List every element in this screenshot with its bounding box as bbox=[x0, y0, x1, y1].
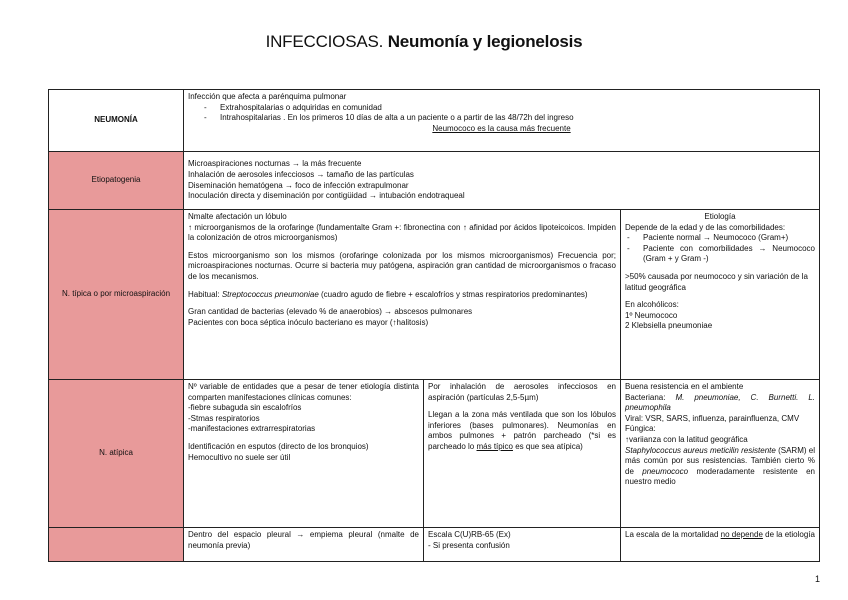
atipica-c1-item: -fiebre subaguda sin escalofríos bbox=[188, 403, 302, 413]
last-col2 bbox=[424, 528, 621, 562]
atipica-c2-p1: Por inhalación de aerosoles infecciosos en aspiración (partículas 2,5-5µm) bbox=[428, 382, 616, 402]
tipica-etiologia-cell bbox=[621, 210, 820, 380]
atipica-c3-l6-post: (SARM) el más común por sus resistencias. También cierto % de bbox=[625, 445, 815, 476]
page-number: 1 bbox=[814, 574, 820, 584]
row-atipica bbox=[49, 380, 820, 528]
tipica-p6: Pacientes con boca séptica inóculo bacteriano es mayor (↑halitosis) bbox=[188, 317, 429, 327]
label-tipica: N. típica o por microaspiración bbox=[49, 210, 184, 380]
atipica-c3-l2-pre: Bacteriana: bbox=[625, 392, 666, 402]
etiologia-p3-b: 2 Klebsiella pneumoniae bbox=[625, 321, 713, 331]
neumonia-cell bbox=[184, 90, 820, 152]
atipica-c1-p3: Hemocultivo no suele ser útil bbox=[188, 452, 291, 462]
last-c3-pre: La escala de la mortalidad bbox=[625, 530, 719, 539]
atipica-c2-p2-text: Llegan a la zona más ventilada que son los lóbulos inferiores (bases pulmonares). Neumonías en ambos pulmones + patrón parcheado (*si es parcheado lo bbox=[428, 410, 616, 451]
tipica-p4 bbox=[188, 290, 616, 301]
atipica-c2-p2-end: es que sea atípica) bbox=[515, 441, 583, 451]
atipica-c3-l1: Buena resistencia en el ambiente bbox=[625, 382, 744, 391]
atipica-c3-l6 bbox=[625, 446, 815, 488]
etiologia-p3-title: En alcohólicos: bbox=[625, 300, 679, 310]
atipica-c3-l4: Fúngica: bbox=[625, 424, 656, 434]
row-last bbox=[49, 528, 820, 562]
label-etiopatogenia: Etiopatogenia bbox=[49, 152, 184, 210]
tipica-p2: ↑ microorganismos de la orofaringe (fundamentalte Gram +: fibronectina con ↑ afinidad por ácidos lipoteicoicos. Impiden la colonización de otros microorganismos) bbox=[188, 222, 616, 243]
label-empty bbox=[49, 528, 184, 562]
atipica-col1 bbox=[184, 380, 424, 528]
atipica-col2 bbox=[424, 380, 621, 528]
etiopatogenia-line: Inhalación de aerosoles infecciosos → tamaño de las partículas bbox=[188, 169, 414, 179]
row-neumonia bbox=[49, 90, 820, 152]
atipica-c3-l5: ↑variianza con la latitud geográfica bbox=[625, 434, 748, 444]
page-title bbox=[0, 32, 848, 52]
etiologia-p3-a: 1º Neumococo bbox=[625, 310, 678, 320]
label-neumonia: NEUMONÍA bbox=[49, 90, 184, 152]
atipica-c3-l6-em: Staphylococcus aureus meticilin resistente bbox=[625, 445, 776, 455]
row-etiopatogenia bbox=[49, 152, 820, 210]
atipica-c3-l6-em2: pneumococo bbox=[642, 466, 689, 476]
etiopatogenia-cell bbox=[184, 152, 820, 210]
atipica-c1-item: -manifestaciones extrarrespiratorias bbox=[188, 424, 316, 434]
tipica-p1: Nmalte afectación un lóbulo bbox=[188, 212, 287, 221]
atipica-c3-l3: Viral: VSR, SARS, influenza, parainfluenza, CMV bbox=[625, 413, 800, 423]
etiologia-sub: Depende de la edad y de las comorbilidades: bbox=[625, 222, 786, 232]
last-col1: Dentro del espacio pleural → empiema pleural (nmalte de neumonía previa) bbox=[184, 528, 424, 562]
atipica-c3-l6-end: moderadamente resistente en nuestro medio bbox=[625, 466, 815, 487]
tipica-cell bbox=[184, 210, 621, 380]
etiopatogenia-line: Diseminación hematógena → foco de infección extrapulmonar bbox=[188, 180, 409, 190]
atipica-c2-p2-underline: más típico bbox=[476, 441, 513, 451]
atipica-c1-p2: Identificación en esputos (directo de los bronquios) bbox=[188, 441, 369, 451]
tipica-p5: Gran cantidad de bacterias (elevado % de anaerobios) → abscesos pulmonares bbox=[188, 307, 473, 317]
etiopatogenia-line: Microaspiraciones nocturnas → la más frecuente bbox=[188, 159, 362, 169]
list-item: - Paciente con comorbilidades → Neumococo (Gram + y Gram -) bbox=[625, 244, 815, 265]
last-col3 bbox=[621, 528, 820, 562]
tipica-p4-pre: Habitual: bbox=[188, 289, 220, 299]
atipica-c1-item: -Stmas respiratorios bbox=[188, 413, 260, 423]
title-prefix: INFECCIOSAS. bbox=[265, 32, 384, 51]
list-item: - Extrahospitalarias o adquiridas en comunidad bbox=[204, 103, 815, 114]
list-item: - Intrahospitalarias . En los primeros 10 días de alta a un paciente o a partir de las 48/72h del ingreso bbox=[204, 113, 815, 124]
last-c2-a: Escala C(U)RB-65 (Ex) bbox=[428, 530, 511, 539]
last-c2-b: - Si presenta confusión bbox=[428, 540, 510, 550]
row-tipica bbox=[49, 210, 820, 380]
last-c3-post: de la etiología bbox=[765, 530, 815, 539]
list-item: - Paciente normal → Neumococo (Gram+) bbox=[625, 233, 815, 244]
neumonia-note: Neumococo es la causa más frecuente bbox=[432, 123, 571, 133]
tipica-p4-post: (cuadro agudo de fiebre + escalofríos y stmas respiratorios predominantes) bbox=[321, 289, 588, 299]
etiopatogenia-line: Inoculación directa y diseminación por contigüidad → intubación endotraqueal bbox=[188, 191, 465, 201]
atipica-c3-l2-em: M. pneumoniae, C. Burnetti. L. pneumophila bbox=[625, 392, 815, 413]
title-main: Neumonía y legionelosis bbox=[387, 32, 583, 51]
content-table bbox=[48, 89, 820, 562]
atipica-c3-l2 bbox=[625, 393, 815, 414]
last-c3-underline: no depende bbox=[720, 530, 763, 539]
neumonia-intro: Infección que afecta a parénquima pulmonar bbox=[188, 92, 347, 101]
tipica-p4-em: Streptococcus pneumoniae bbox=[221, 289, 319, 299]
atipica-c1-p1: Nº variable de entidades que a pesar de tener etiología distinta comparten manifestaciones clínicas comunes: bbox=[188, 382, 419, 402]
label-atipica: N. atípica bbox=[49, 380, 184, 528]
etiologia-p2: >50% causada por neumococo y sin variación de la latitud geográfica bbox=[625, 271, 808, 292]
etiologia-list bbox=[625, 233, 815, 265]
atipica-col3 bbox=[621, 380, 820, 528]
atipica-c2-p2 bbox=[428, 410, 616, 452]
neumonia-list bbox=[188, 103, 815, 124]
etiologia-title: Etiología bbox=[704, 212, 736, 221]
tipica-p3: Estos microorganismo son los mismos (orofaringe colonizada por los mismos microorganismos) Frecuencia por; microaspiraciones nocturnas. Ocurre si bacteria muy patógena, aspiración gran cantidad de microorganismos o fracaso de los mecanismos. bbox=[188, 250, 616, 281]
